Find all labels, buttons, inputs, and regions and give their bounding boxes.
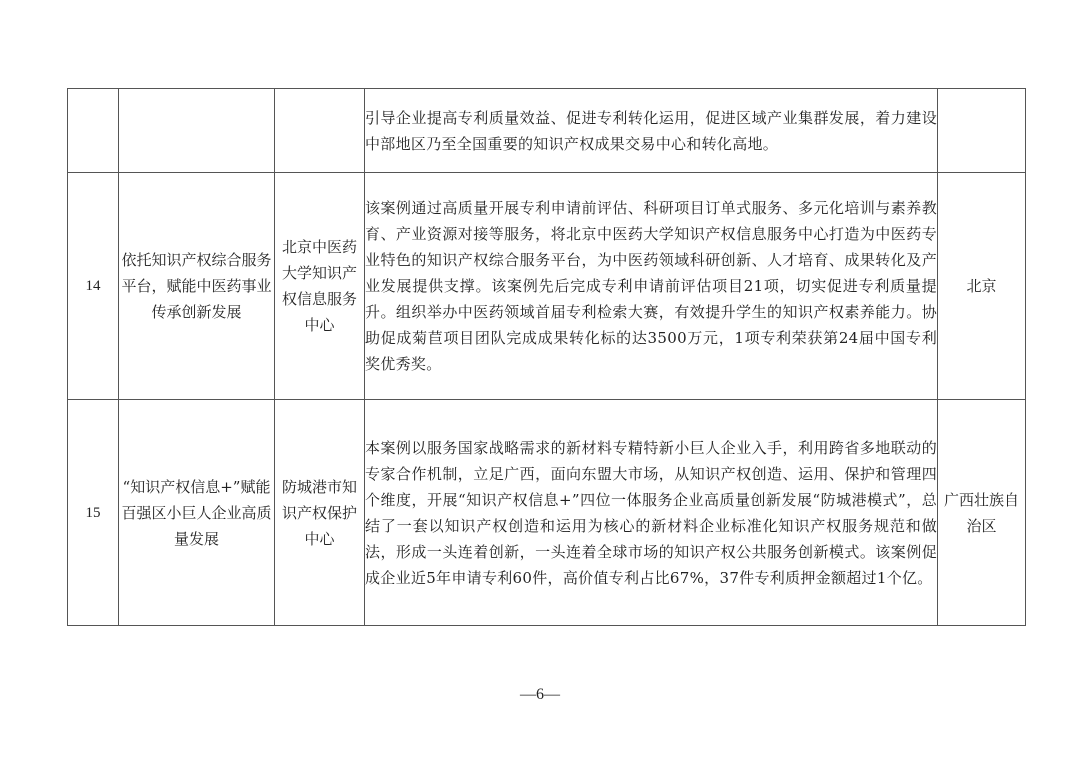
case-region [938,89,1026,173]
case-number [68,89,119,173]
table-row [68,173,1026,400]
case-description: 本案例以服务国家战略需求的新材料专精特新小巨人企业入手，利用跨省多地联动的专家合作机制，立足广西，面向东盟大市场，从知识产权创造、运用、保护和管理四个维度，开展“知识产权信息+”四位一体服务企业高质量创新发展“防城港模式”，总结了一套以知识产权创造和运用为核心的新材料企业标准化知识产权服务规范和做法，形成一头连着创新，一头连着全球市场的知识产权公共服务创新模式。该案例促成企业近5年申请专利60件，高价值专利占比67%，37件专利质押金额超过1个亿。 [365,400,938,626]
case-region: 北京 [938,173,1026,400]
case-organization: 北京中医药大学知识产权信息服务中心 [275,173,365,400]
case-name: “知识产权信息+”赋能百强区小巨人企业高质量发展 [119,400,275,626]
case-table [67,88,1026,626]
case-number: 15 [68,400,119,626]
case-description: 该案例通过高质量开展专利申请前评估、科研项目订单式服务、多元化培训与素养教育、产业资源对接等服务，将北京中医药大学知识产权信息服务中心打造为中医药专业特色的知识产权综合服务平台，为中医药领域科研创新、人才培育、成果转化及产业发展提供支撑。该案例先后完成专利申请前评估项目21项，切实促进专利质量提升。组织举办中医药领域首届专利检索大赛，有效提升学生的知识产权素养能力。协助促成菊苣项目团队完成成果转化标的达3500万元，1项专利荣获第24届中国专利奖优秀奖。 [365,173,938,400]
case-organization: 防城港市知识产权保护中心 [275,400,365,626]
case-region: 广西壮族自治区 [938,400,1026,626]
case-description: 引导企业提高专利质量效益、促进专利转化运用，促进区域产业集群发展，着力建设中部地区乃至全国重要的知识产权成果交易中心和转化高地。 [365,89,938,173]
case-number: 14 [68,173,119,400]
page-number: —6— [520,686,560,703]
case-name: 依托知识产权综合服务平台，赋能中医药事业传承创新发展 [119,173,275,400]
case-name [119,89,275,173]
table-row [68,89,1026,173]
case-organization [275,89,365,173]
table-row [68,400,1026,626]
